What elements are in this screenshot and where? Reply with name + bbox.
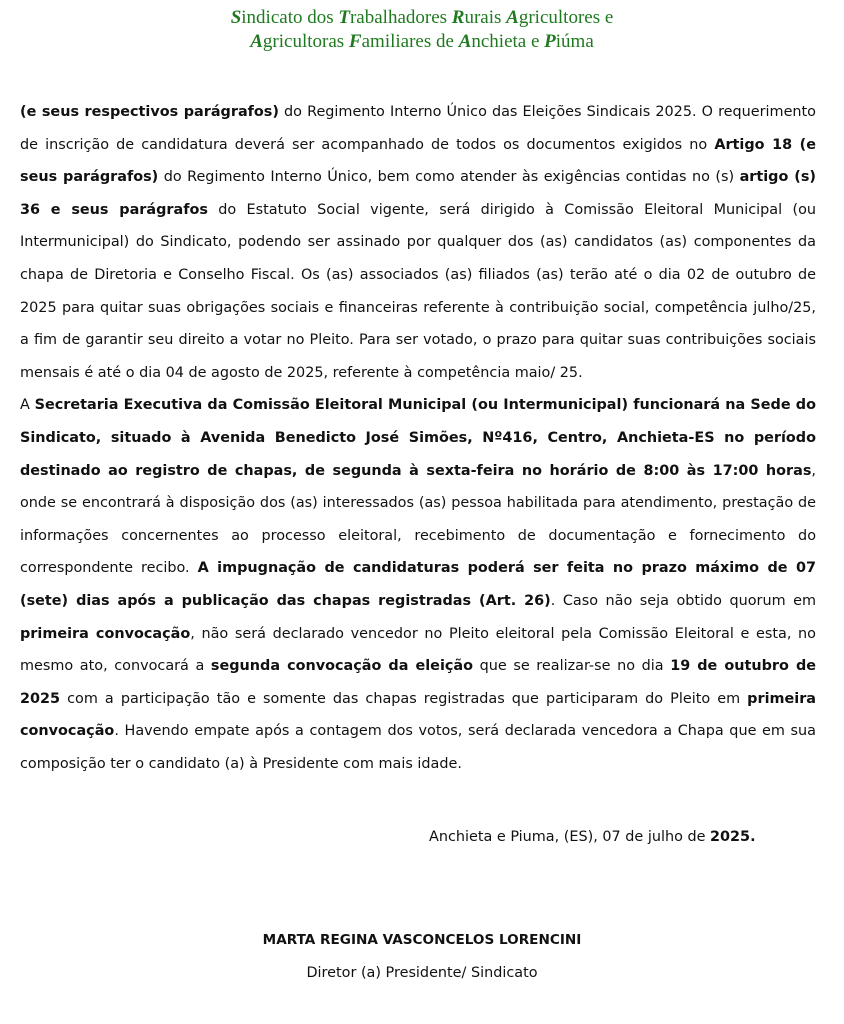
text-run: A	[20, 397, 35, 414]
bold-text-run: primeira convocação	[20, 625, 191, 642]
text-run: . Caso não seja obtido quorum em	[550, 592, 816, 609]
bold-text-run: (e seus respectivos parágrafos)	[20, 104, 279, 120]
letterhead-line-1	[0, 6, 844, 30]
bold-text-run: A impugnação de candidaturas poderá ser feita no prazo máximo de 07 (sete) dias após a publicação das chapas registradas (Art. 26)	[20, 560, 816, 609]
paragraph-1	[20, 96, 816, 389]
letterhead-word: indicato dos	[241, 7, 339, 28]
letterhead-initial: A	[506, 7, 519, 28]
letterhead-initial: A	[250, 31, 263, 52]
letterhead-word: urais	[464, 7, 507, 28]
letterhead-line-2	[0, 30, 844, 54]
bold-text-run: primeira convocação	[20, 690, 816, 740]
text-run: com a participação tão e somente das chapas registradas que participaram do Pleito em	[60, 690, 748, 707]
letterhead-initial: F	[348, 31, 362, 52]
text-run: . Havendo empate após a contagem dos votos, será declarada vencedora a Chapa que em sua composição ter o candidato (a) à Presidente com mais idade.	[20, 723, 816, 772]
place-and-date	[429, 829, 756, 845]
text-run: do Regimento Interno Único, bem como atender às exigências contidas no (s)	[158, 169, 740, 186]
letterhead-initial: S	[230, 7, 242, 28]
text-run: do Estatuto Social vigente, será dirigido à Comissão Eleitoral Municipal (ou Intermunicipal) do Sindicato, podendo ser assinado por qualquer dos (as) candidatos (as) componentes da chapa de Diretoria e Conselho Fiscal. Os (as) associados (as) filiados (as) terão até o dia 02 de outubro de 2025 para quitar suas obrigações sociais e financeiras referente à contribuição social, competência julho/25, a fim de garantir seu direito a votar no Pleito. Para ser votado, o prazo para quitar suas contribuições sociais mensais é até o dia 04 de agosto de 2025, referente à competência maio/ 25.	[20, 201, 816, 381]
letterhead-word: gricultoras	[262, 31, 349, 52]
letterhead-word: iúma	[555, 31, 594, 52]
letterhead-initial: P	[544, 31, 556, 52]
letterhead	[0, 6, 844, 54]
letterhead-initial: R	[451, 7, 465, 28]
bold-text-run: Artigo 18 (e seus parágrafos)	[20, 136, 816, 186]
text-run: , não será declarado vencedor no Pleito eleitoral pela Comissão Eleitoral e esta, no mesmo ato, convocará a	[20, 625, 816, 675]
bold-text-run: artigo (s) 36 e seus parágrafos	[20, 169, 816, 218]
signer-name: MARTA REGINA VASCONCELOS LORENCINI	[262, 932, 582, 948]
letterhead-word: nchieta e	[471, 31, 545, 52]
text-run: , onde se encontrará à disposição dos (as) interessados (as) pessoa habilitada para atendimento, prestação de informações concernentes ao processo eleitoral, recebimento de documentação e fornecimento do correspondente recibo.	[20, 462, 816, 577]
letterhead-initial: T	[338, 7, 350, 28]
letterhead-initial: A	[458, 31, 472, 52]
bold-text-run: 19 de outubro de 2025	[20, 658, 817, 707]
paragraph-2	[20, 389, 816, 780]
letterhead-word: rabalhadores	[349, 7, 452, 28]
bold-text-run: segunda convocação da eleição	[210, 658, 474, 675]
letterhead-word: gricultores e	[518, 7, 614, 28]
bold-text-run: Secretaria Executiva da Comissão Eleitoral Municipal (ou Intermunicipal) funcionará na Sede do Sindicato, situado à Avenida Benedicto José Simões, Nº416, Centro, Anchieta-ES no período destinado ao registro de chapas, de segunda à sexta-feira no horário de 8:00 às 17:00 horas	[20, 397, 816, 479]
text-run: que se realizar-se no dia	[473, 658, 671, 675]
signer-role: Diretor (a) Presidente/ Sindicato	[306, 965, 538, 981]
document-body	[20, 96, 816, 780]
letterhead-word: amiliares de	[361, 31, 459, 52]
place-date-year: 2025.	[710, 829, 756, 845]
place-date-text: Anchieta e Piuma, (ES), 07 de julho de	[429, 829, 711, 845]
text-run: do Regimento Interno Único das Eleições Sindicais 2025. O requerimento de inscrição de candidatura deverá ser acompanhado de todos os documentos exigidos no	[20, 104, 816, 153]
